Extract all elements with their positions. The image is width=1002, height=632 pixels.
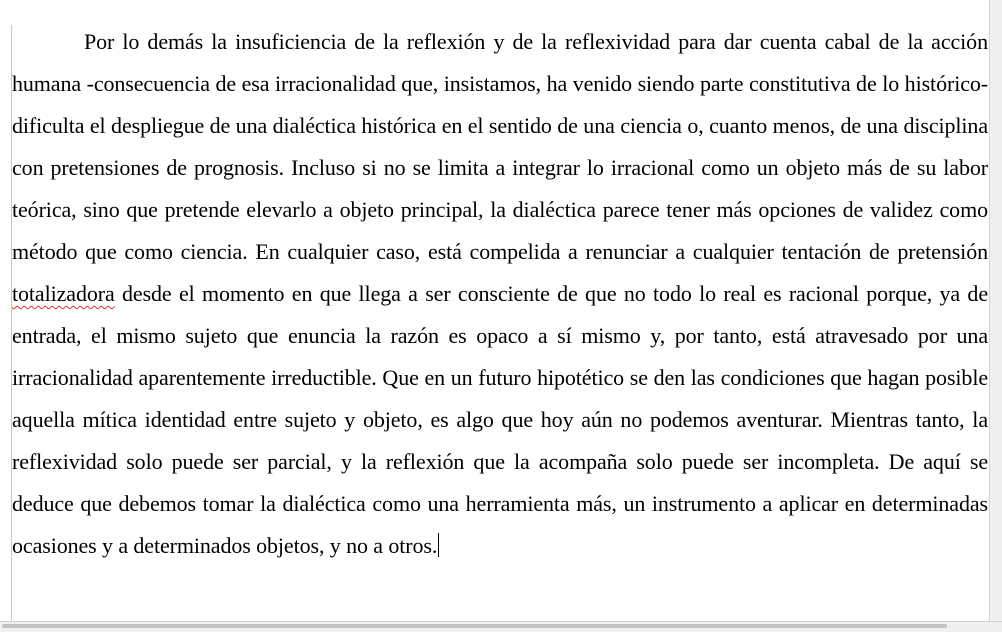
horizontal-scrollbar-thumb[interactable] — [2, 624, 947, 628]
document-body-text[interactable] — [12, 21, 988, 567]
paragraph-text-end: desde el momento en que llega a ser consciente de que no todo lo real es racional porque, ya de entrada, el mismo sujeto que enuncia la razón es opaco a sí mismo y, por tanto, está atravesado por una irracionalidad aparentemente irreductible. Que en un futuro hipotético se den las condiciones que hagan posible aquella mítica identidad entre sujeto y objeto, es algo que hoy aún no podemos aventurar. Mientras tanto, la reflexividad solo puede ser parcial, y la reflexión que la acompaña solo puede ser incompleta. De aquí se deduce que debemos tomar la dialéctica como una herramienta más, un instrumento a aplicar en determinadas ocasiones y a determinados objetos, y no a otros. — [12, 281, 988, 558]
text-cursor — [438, 533, 439, 557]
spelling-error-word[interactable]: totalizadora — [12, 281, 115, 306]
horizontal-scrollbar[interactable] — [0, 621, 1002, 632]
paragraph-text-start: Por lo demás la insuficiencia de la reflexión y de la reflexividad para dar cuenta cabal de la acción humana -consecuencia de esa irracionalidad que, insistamos, ha venido siendo parte constitutiva de lo histórico- dificulta el despliegue de una dialéctica histórica en el sentido de una ciencia o, cuanto menos, de una disciplina con pretensiones de prognosis. Incluso si no se limita a integrar lo irracional como un objeto más de su labor teórica, sino que pretende elevarlo a objeto principal, la dialéctica parece tener más opciones de validez como método que como ciencia. En cualquier caso, está compelida a renunciar a cualquier tentación de pretensión — [12, 29, 988, 264]
vertical-scrollbar[interactable] — [989, 0, 1002, 621]
